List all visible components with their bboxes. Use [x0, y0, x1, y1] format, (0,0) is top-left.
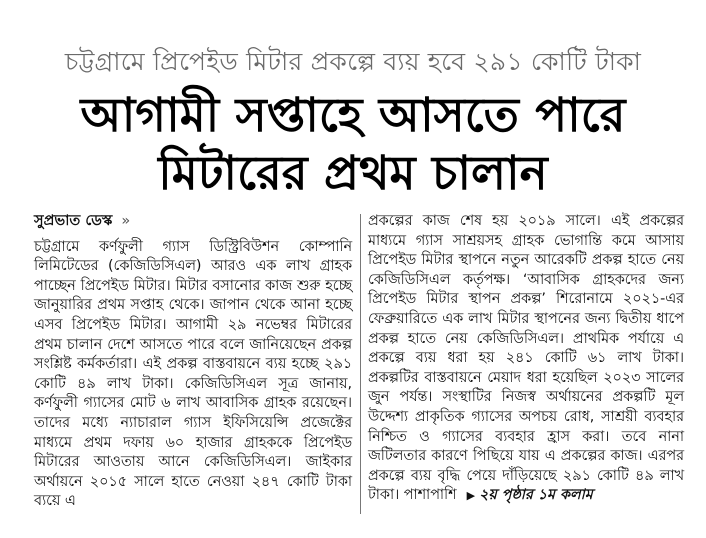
kicker-headline: চট্টগ্রামে প্রিপেইড মিটার প্রকল্পে ব্যয় হবে ২৯১ কোটি টাকা — [64, 47, 642, 76]
article-column-right — [368, 212, 684, 506]
byline-marker-icon: » — [121, 213, 131, 229]
continuation-text: ২য় পৃষ্ঠার ১ম কলাম — [479, 487, 593, 504]
headline-line-2: মিটারের প্রথম চালান — [158, 146, 548, 201]
article-column-left — [34, 212, 352, 512]
column-divider — [360, 214, 361, 514]
byline-desk: সুপ্রভাত ডেস্ক — [34, 213, 113, 229]
continuation-note — [467, 487, 593, 503]
byline — [34, 212, 352, 232]
article-body-right-text: প্রকল্পের কাজ শেষ হয় ২০১৯ সালে। এই প্রকল্পের মাধ্যমে গ্যাস সাশ্রয়সহ গ্রাহক ভোগান্তি কমে আসায় প্রিপেইড মিটার স্থাপনে নতুন আরেকটি প্রকল্প হাতে নেয় কেজিডিসিএল কর্তৃপক্ষ। ‘আবাসিক গ্রাহকদের জন্য প্রিপেইড মিটার স্থাপন প্রকল্প’ শিরোনামে ২০২১-এর ফেব্রুয়ারিতে এক লাখ মিটার স্থাপনের জন্য দ্বিতীয় ধাপে প্রকল্প হাতে নেয় কেজিডিসিএল। প্রাথমিক পর্যায়ে এ প্রকল্পে ব্যয় ধরা হয় ২৪১ কোটি ৬১ লাখ টাকা। প্রকল্পটির বাস্তবায়নে মেয়াদ ধরা হয়েছিল ২০২৩ সালের জুন পর্যন্ত। সংস্থাটির নিজস্ব অর্থায়নের প্রকল্পটি মূল উদ্দেশ্য প্রাকৃতিক গ্যাসের অপচয় রোধ, সাশ্রয়ী ব্যবহার নিশ্চিত ও গ্যাসের ব্যবহার হ্রাস করা। তবে নানা জটিলতার কারণে পিছিয়ে যায় এ প্রকল্পের কাজ। এরপর প্রকল্পে ব্যয় বৃদ্ধি পেয়ে দাঁড়িয়েছে ২৯১ কোটি ৪৯ লাখ টাকা। পাশাপাশি — [368, 213, 684, 504]
headline-line-1: আগামী সপ্তাহে আসতে পারে — [80, 88, 626, 143]
article-body-right — [368, 212, 684, 506]
continue-arrow-icon: ▶ — [466, 489, 476, 503]
article-body-left: চট্টগ্রামে কর্ণফুলী গ্যাস ডিস্ট্রিবিউশন কোম্পানি লিমিটেডের (কেজিডিসিএল) আরও এক লাখ গ্রাহক পাচ্ছেন প্রিপেইড মিটার। মিটার বসানোর কাজ শুরু হচ্ছে জানুয়ারির প্রথম সপ্তাহ থেকে। জাপান থেকে আনা হচ্ছে এসব প্রিপেইড মিটার। আগামী ২৯ নভেম্বর মিটারের প্রথম চালান দেশে আসতে পারে বলে জানিয়েছেন প্রকল্প সংশ্লিষ্ট কর্মকর্তারা। এই প্রকল্প বাস্তবায়নে ব্যয় হচ্ছে ২৯১ কোটি ৪৯ লাখ টাকা। কেজিডিসিএল সূত্র জানায়, কর্ণফুলী গ্যাসের মোট ৬ লাখ আবাসিক গ্রাহক রয়েছেন। তাদের মধ্যে ন্যাচারাল গ্যাস ইফিসিয়েন্সি প্রজেক্টের মাধ্যমে প্রথম দফায় ৬০ হাজার গ্রাহককে প্রিপেইড মিটারের আওতায় আনে কেজিডিসিএল। জাইকার অর্থায়নে ২০১৫ সালে হাতে নেওয়া ২৪৭ কোটি টাকা ব্যয়ে এ — [34, 238, 352, 510]
